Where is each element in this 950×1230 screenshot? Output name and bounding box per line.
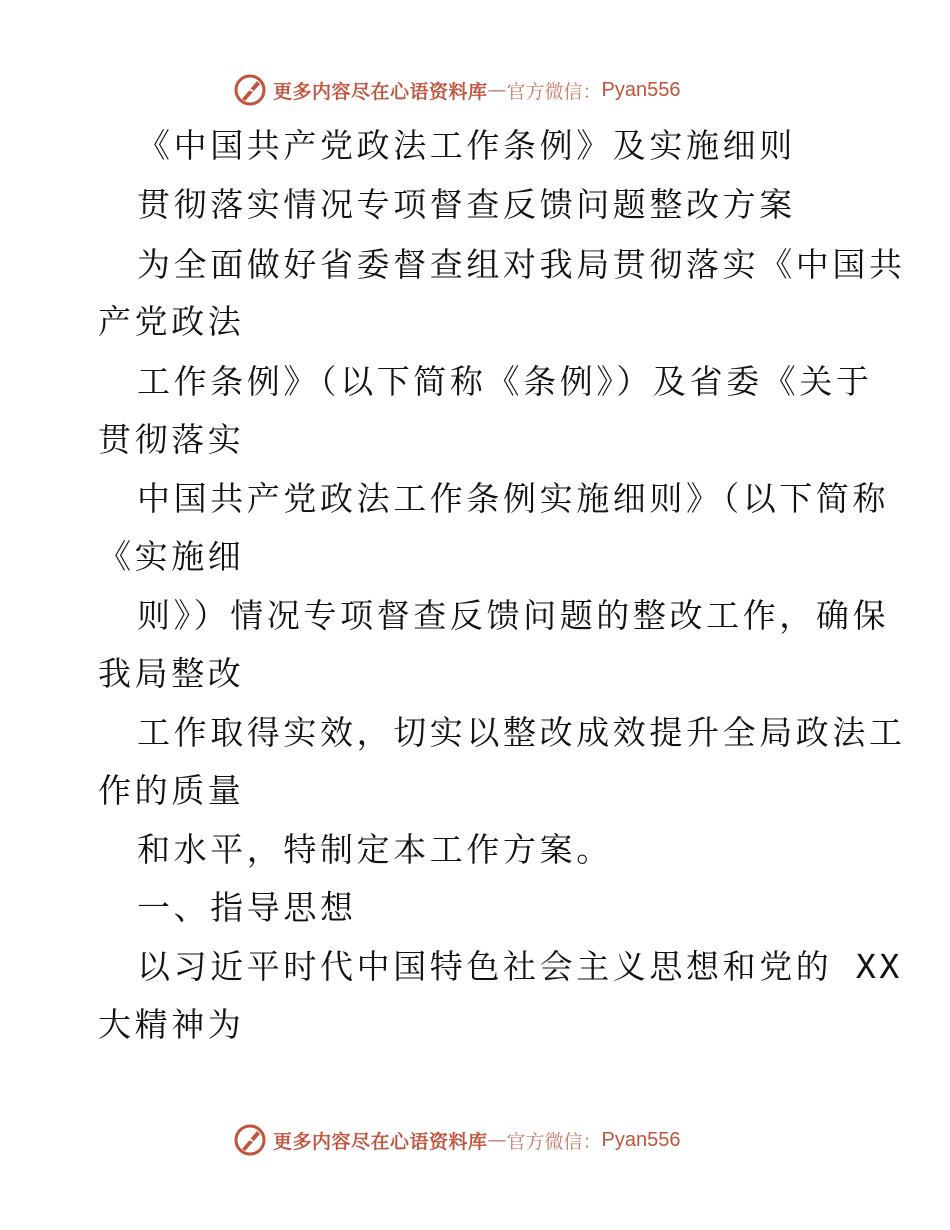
paragraph-line: 则》）情况专项督查反馈问题的整改工作，确保 [137,596,890,635]
paragraph-line: 工作取得实效，切实以整改成效提升全局政法工 [137,713,906,752]
watermark-wechat-id: Pyan556 [601,1128,681,1151]
section-heading: 一、指导思想 [137,888,357,927]
watermark-wechat-label: 官方微信： [506,80,602,103]
quill-logo-icon [233,73,267,107]
paragraph-line: 作的质量 [98,771,245,810]
paragraph-line: 我局整改 [98,654,245,693]
quill-logo-icon [233,1123,267,1157]
watermark-header [233,72,681,108]
watermark-wechat-label: 官方微信： [506,1130,602,1153]
paragraph-line: 以习近平时代中国特色社会主义思想和党的 XX [137,947,903,986]
paragraph-line: 和水平，特制定本工作方案。 [137,830,613,869]
paragraph-line: 贯彻落实 [98,420,245,459]
paragraph-line: 工作条例》（以下简称《条例》）及省委《关于 [137,362,873,401]
paragraph-line: 《实施细 [98,537,245,576]
watermark-dash: — [487,1129,507,1151]
watermark-footer [233,1122,681,1158]
doc-title-line-1: 《中国共产党政法工作条例》及实施细则 [137,126,796,165]
watermark-dash: — [487,79,507,101]
paragraph-line: 大精神为 [98,1005,245,1044]
paragraph-line: 为全面做好省委督查组对我局贯彻落实《中国共 [137,245,906,284]
watermark-text: 更多内容尽在心语资料库 [273,80,488,103]
watermark-text: 更多内容尽在心语资料库 [273,1130,488,1153]
paragraph-line: 产党政法 [98,302,245,341]
doc-title-line-2: 贯彻落实情况专项督查反馈问题整改方案 [137,185,796,224]
paragraph-line: 中国共产党政法工作条例实施细则》（以下简称 [137,479,890,518]
watermark-wechat-id: Pyan556 [601,78,681,101]
